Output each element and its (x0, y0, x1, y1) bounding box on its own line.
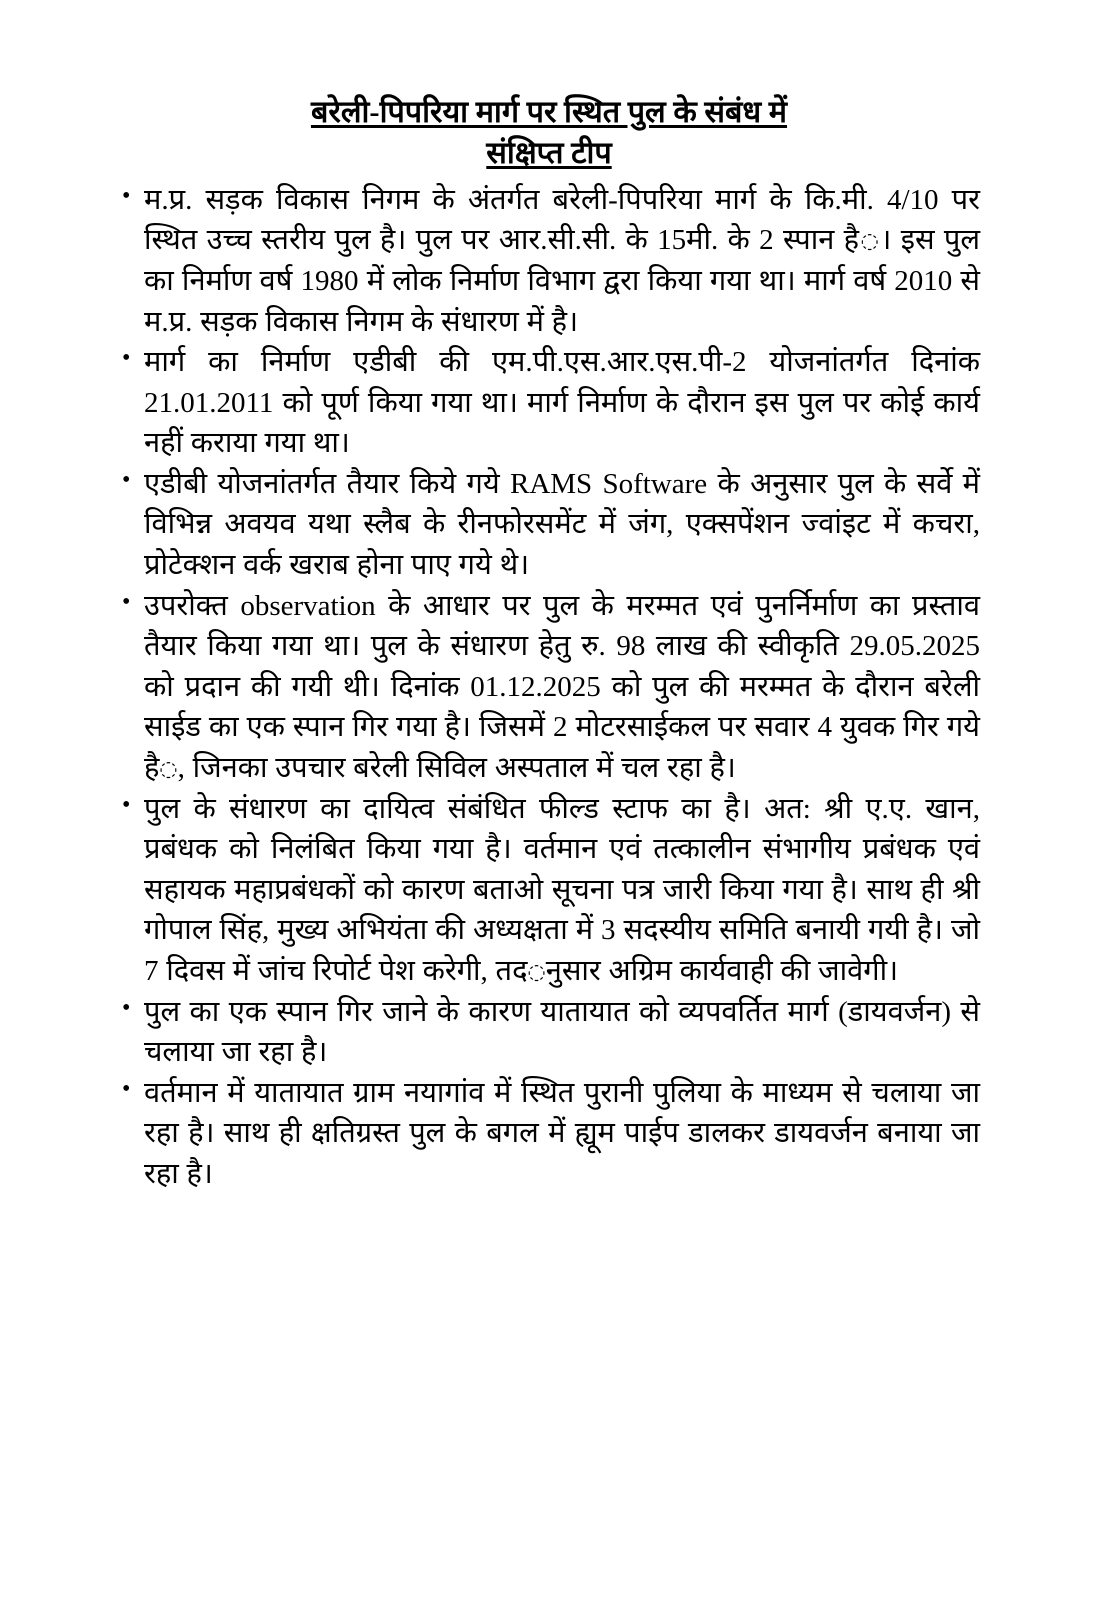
list-item-text: पुल का एक स्पान गिर जाने के कारण यातायात को व्यपवर्तित मार्ग (डायवर्जन) से चलाया जा रहा है। (144, 995, 980, 1069)
list-item-text: म.प्र. सड़क विकास निगम के अंतर्गत बरेली-पिपरिया मार्ग के कि.मी. 4/10 पर स्थित उच्च स्तरीय पुल है। पुल पर आर.सी.सी. के 15मी. के 2 स्पान है◌। इस पुल का निर्माण वर्ष 1980 में लोक निर्माण विभाग द्वरा किया गया था। मार्ग वर्ष 2010 से म.प्र. सड़क विकास निगम के संधारण में है। (144, 183, 980, 338)
dotted-circle-glyph: ◌ (527, 959, 546, 984)
list-item-text: वर्तमान में यातायात ग्राम नयागांव में स्थित पुरानी पुलिया के माध्यम से चलाया जा रहा है। साथ ही क्षतिग्रस्त पुल के बगल में ह्यूम पाईप डालकर डायवर्जन बनाया जा रहा है। (144, 1076, 980, 1190)
page-title-line-1-row (118, 92, 980, 133)
page-title-line-2-row (118, 133, 980, 174)
list-item-text: एडीबी योजनांतर्गत तैयार किये गये RAMS Software के अनुसार पुल के सर्वे में विभिन्न अवयव यथा स्लैब के रीनफोरसमेंट में जंग, एक्सपेंशन ज्वांइट में कचरा, प्रोटेक्शन वर्क खराब होना पाए गये थे। (144, 467, 980, 582)
page-title-line-2: संक्षिप्त टीप (486, 135, 612, 170)
document-body (118, 92, 980, 1195)
list-item (118, 1073, 980, 1195)
list-item (118, 586, 980, 789)
list-item (118, 992, 980, 1073)
dotted-circle-glyph: ◌ (159, 756, 178, 781)
list-item-text: उपरोक्त observation के आधार पर पुल के मरम्मत एवं पुनर्निर्माण का प्रस्ताव तैयार किया गया था। पुल के संधारण हेतु रु. 98 लाख की स्वीकृति 29.05.2025 को प्रदान की गयी थी। दिनांक 01.12.2025 को पुल की मरम्मत के दौरान बरेली साईड का एक स्पान गिर गया है। जिसमें 2 मोटरसाईकल पर सवार 4 युवक गिर गये है◌, जिनका उपचार बरेली सिविल अस्पताल में चल रहा है। (144, 589, 980, 785)
latin-text-run: observation (240, 589, 376, 622)
bullet-list (118, 180, 980, 1195)
list-item (118, 180, 980, 342)
list-item (118, 464, 980, 586)
latin-text-run: RAMS Software (509, 467, 708, 500)
page-title-line-1: बरेली-पिपरिया मार्ग पर स्थित पुल के संबंध में (310, 95, 788, 129)
list-item (118, 342, 980, 464)
dotted-circle-glyph: ◌ (859, 228, 881, 253)
list-item (118, 789, 980, 992)
list-item-text: पुल के संधारण का दायित्व संबंधित फील्ड स्टाफ का है। अत: श्री ए.ए. खान, प्रबंधक को निलंबित किया गया है। वर्तमान एवं तत्कालीन संभागीय प्रबंधक एवं सहायक महाप्रबंधकों को कारण बताओ सूचना पत्र जारी किया गया है। साथ ही श्री गोपाल सिंह, मुख्य अभियंता की अध्यक्षता में 3 सदस्यीय समिति बनायी गयी है। जो 7 दिवस में जांच रिपोर्ट पेश करेगी, तद◌नुसार अग्रिम कार्यवाही की जावेगी। (144, 792, 980, 987)
list-item-text: मार्ग का निर्माण एडीबी की एम.पी.एस.आर.एस.पी-2 योजनांतर्गत दिनांक 21.01.2011 को पूर्ण किया गया था। मार्ग निर्माण के दौरान इस पुल पर कोई कार्य नहीं कराया गया था। (144, 346, 980, 460)
page-title (118, 92, 980, 174)
